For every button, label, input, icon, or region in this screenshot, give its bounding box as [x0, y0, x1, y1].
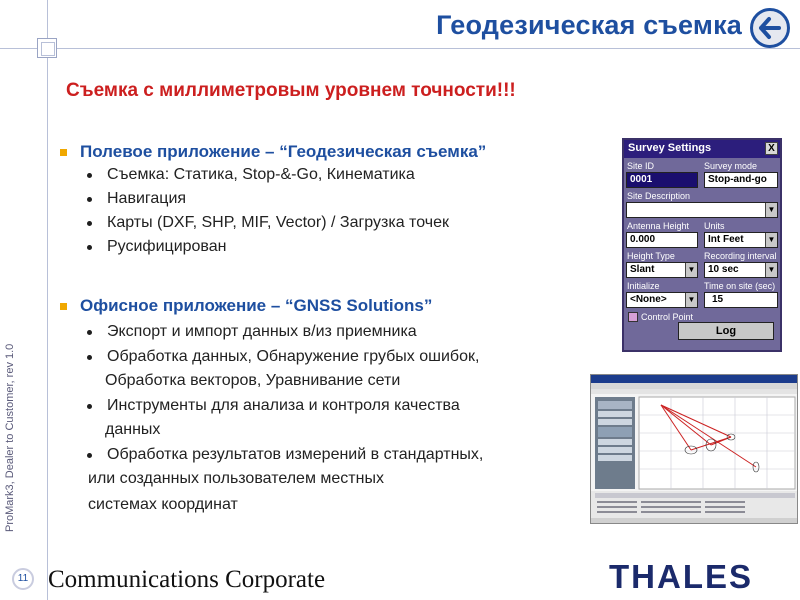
- bullet-icon: [87, 221, 92, 226]
- dialog-title: Survey Settings: [628, 142, 712, 154]
- survey-settings-dialog: [622, 138, 782, 352]
- site-description-label: Site Description: [627, 191, 691, 201]
- bullet-icon: [87, 197, 92, 202]
- recording-interval-value: 10 sec: [708, 264, 739, 275]
- site-id-field[interactable]: 0001: [626, 172, 698, 188]
- list-item-continuation: Обработка векторов, Уравнивание сети: [105, 372, 401, 389]
- bullet-icon: [87, 355, 92, 360]
- gnss-software-image: [591, 375, 798, 524]
- dialog-title-bar: [624, 140, 780, 158]
- antenna-height-field[interactable]: 0.000: [626, 232, 698, 248]
- bullet-icon: [87, 245, 92, 250]
- list-item: [83, 164, 486, 186]
- recording-interval-select[interactable]: [704, 262, 778, 278]
- height-type-label: Height Type: [627, 251, 675, 261]
- office-app-heading-text: Офисное приложение – “GNSS Solutions”: [80, 296, 433, 315]
- list-item-continuation: системах координат: [88, 496, 238, 513]
- list-item-text: Съемка: Статика, Stop-&-Go, Кинематика: [107, 166, 415, 183]
- survey-mode-select[interactable]: [704, 172, 778, 188]
- list-item-text: Карты (DXF, SHP, MIF, Vector) / Загрузка точек: [107, 214, 449, 231]
- field-app-section: [60, 142, 486, 258]
- dropdown-arrow-icon[interactable]: ▼: [765, 263, 777, 277]
- list-item-continuation: или созданных пользователем местных: [88, 470, 384, 487]
- dropdown-arrow-icon[interactable]: ▼: [765, 233, 777, 247]
- list-item: [83, 444, 483, 466]
- list-item-text: Обработка данных, Обнаружение грубых ошибок,: [107, 348, 480, 365]
- field-app-heading: [60, 142, 486, 162]
- bullet-icon: [87, 404, 92, 409]
- header-divider: [0, 48, 800, 49]
- bullet-icon: [87, 173, 92, 178]
- list-item: [83, 321, 483, 343]
- dropdown-arrow-icon[interactable]: ▼: [685, 263, 697, 277]
- units-label: Units: [704, 221, 725, 231]
- recording-interval-label: Recording interval: [704, 251, 777, 261]
- list-item: [83, 395, 483, 417]
- dropdown-arrow-icon[interactable]: ▼: [765, 203, 777, 217]
- initialize-select[interactable]: [626, 292, 698, 308]
- survey-mode-value: Stop-and-go: [708, 174, 767, 185]
- field-app-heading-text: Полевое приложение – “Геодезическая съемка”: [80, 142, 487, 161]
- bullet-icon: [87, 330, 92, 335]
- list-item-text: Обработка результатов измерений в стандартных,: [107, 446, 484, 463]
- office-app-heading: [60, 296, 483, 316]
- list-item-text: Навигация: [107, 190, 187, 207]
- control-point-checkbox[interactable]: [628, 312, 638, 322]
- bullet-icon: [87, 453, 92, 458]
- initialize-label: Initialize: [627, 281, 660, 291]
- list-item: [83, 346, 483, 368]
- units-select[interactable]: [704, 232, 778, 248]
- site-id-label: Site ID: [627, 161, 655, 171]
- site-description-field[interactable]: [626, 202, 778, 218]
- list-item: [83, 236, 486, 258]
- time-on-site-field[interactable]: [704, 292, 778, 308]
- close-button[interactable]: X: [765, 142, 778, 155]
- page-title: Геодезическая съемка: [436, 10, 742, 40]
- corner-ornament: [37, 38, 57, 58]
- square-bullet-icon: [60, 303, 67, 310]
- height-type-value: Slant: [630, 264, 655, 275]
- footer-company: Communications Corporate: [48, 566, 326, 593]
- back-button[interactable]: [750, 8, 790, 48]
- list-item: [83, 212, 486, 234]
- gnss-solutions-screenshot: [590, 374, 798, 524]
- list-item-continuation: данных: [105, 421, 161, 438]
- office-app-section: [60, 296, 483, 516]
- list-item-text: Инструменты для анализа и контроля качества: [107, 397, 460, 414]
- side-note: ProMark3, Dealer to Customer, rev 1.0: [4, 343, 16, 532]
- thales-logo: THALES: [609, 558, 753, 595]
- list-item: [83, 188, 486, 210]
- height-type-select[interactable]: [626, 262, 698, 278]
- control-point-label: Control Point: [641, 312, 694, 322]
- dropdown-arrow-icon[interactable]: ▼: [685, 293, 697, 307]
- survey-mode-label: Survey mode: [704, 161, 758, 171]
- list-item-text: Экспорт и импорт данных в/из приемника: [107, 323, 417, 340]
- log-button[interactable]: Log: [678, 322, 774, 340]
- antenna-height-label: Antenna Height: [627, 221, 690, 231]
- page-number: 11: [12, 568, 34, 590]
- time-on-site-value: 15: [712, 294, 724, 305]
- units-value: Int Feet: [708, 234, 744, 245]
- vertical-guide-line: [47, 0, 48, 600]
- subtitle: Съемка с миллиметровым уровнем точности!!!: [66, 80, 516, 101]
- square-bullet-icon: [60, 149, 67, 156]
- list-item-text: Русифицирован: [107, 238, 227, 255]
- time-on-site-label: Time on site (sec): [704, 281, 776, 291]
- arrow-left-icon: [757, 15, 783, 41]
- initialize-value: <None>: [630, 294, 667, 305]
